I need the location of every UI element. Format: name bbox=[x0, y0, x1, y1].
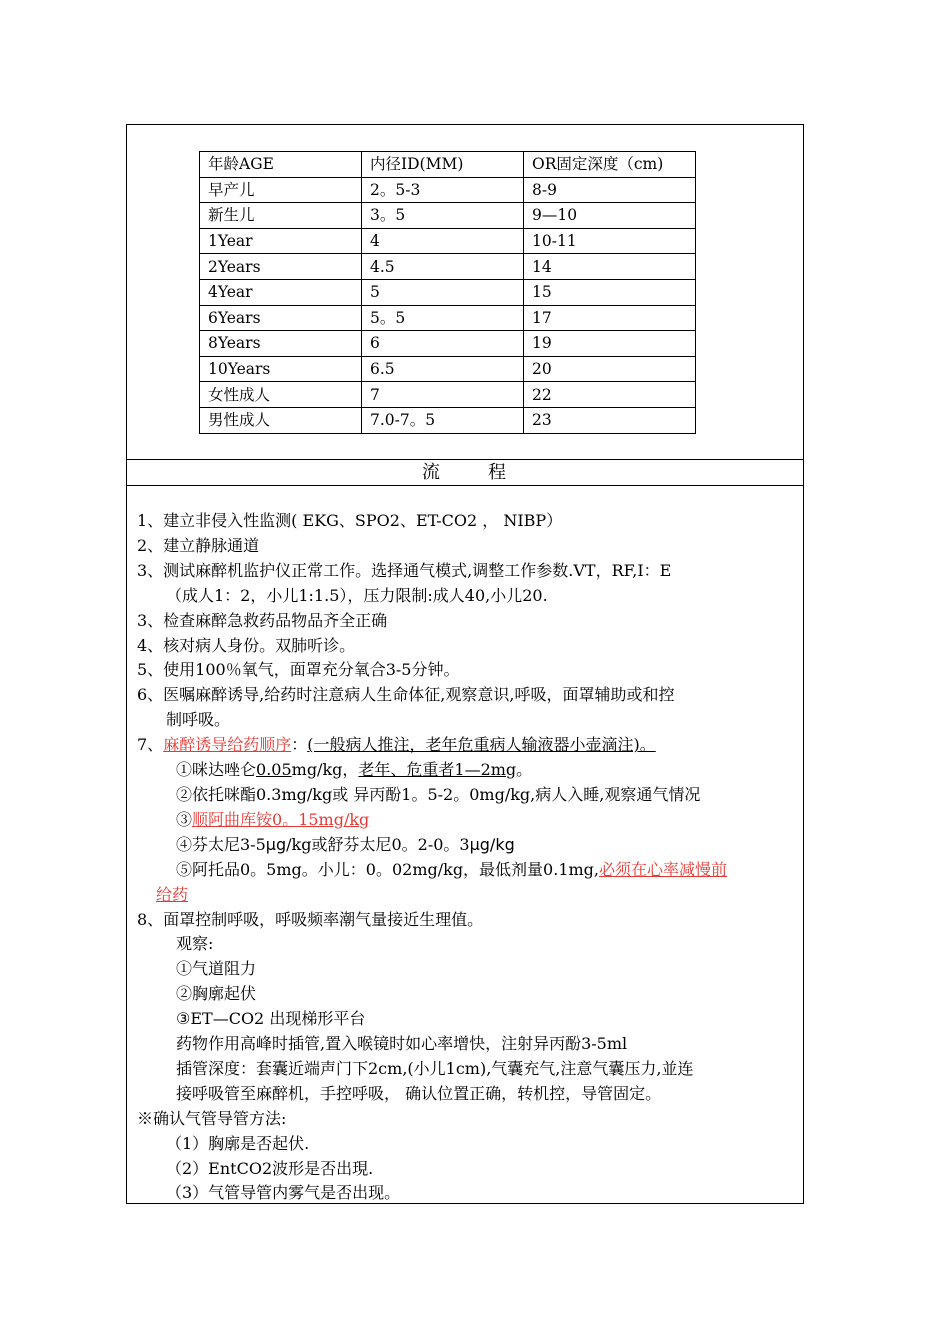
microgram-unit: μg/kg bbox=[469, 834, 515, 854]
drug-text: mg/kg， bbox=[291, 760, 359, 780]
drug-atropine bbox=[137, 858, 799, 883]
confirm-item: （1）胸廓是否起伏. bbox=[166, 1133, 310, 1153]
table-row bbox=[200, 331, 696, 357]
table-cell: 10-11 bbox=[524, 228, 696, 254]
drug-fentanyl bbox=[137, 833, 799, 858]
header-depth: OR固定深度（cm) bbox=[524, 152, 696, 178]
drug-text: ①咪达唑仑 bbox=[176, 760, 257, 780]
step-5: 5、使用100％氧气，面罩充分氧合3-5分钟。 bbox=[137, 660, 460, 680]
atropine-warning-end: 给药 bbox=[156, 884, 189, 904]
drug-number: ③ bbox=[176, 809, 193, 829]
step-3-check: 3、检查麻醉急救药品物品齐全正确 bbox=[137, 610, 388, 630]
microgram-unit: μg bbox=[265, 834, 287, 854]
table-row bbox=[200, 382, 696, 408]
observe-item: ②胸廓起伏 bbox=[176, 984, 257, 1004]
table-cell: 2Years bbox=[200, 254, 362, 280]
step-4: 4、核对病人身份。双肺听诊。 bbox=[137, 635, 356, 655]
drug-cisatracurium bbox=[137, 808, 799, 833]
drug-midazolam bbox=[137, 758, 799, 783]
header-inner-diameter: 内径ID(MM) bbox=[362, 152, 524, 178]
table-row bbox=[200, 356, 696, 382]
table-cell: 早产儿 bbox=[200, 177, 362, 203]
table-header-row bbox=[200, 152, 696, 178]
table-cell: 10Years bbox=[200, 356, 362, 382]
step-7 bbox=[137, 733, 799, 758]
table-cell: 5 bbox=[362, 279, 524, 305]
table-cell: 7.0-7。5 bbox=[362, 407, 524, 433]
table-cell: 8-9 bbox=[524, 177, 696, 203]
step-3: 3、测试麻醉机监护仪正常工作。选择通气模式,调整工作参数.VT，RF,I：E bbox=[137, 560, 672, 580]
step-6-continued: 制呼吸。 bbox=[166, 710, 231, 730]
table-cell: 19 bbox=[524, 331, 696, 357]
drug-text: 。 bbox=[516, 760, 533, 780]
observe-item: ③ET—CO2 出现梯形平台 bbox=[176, 1009, 366, 1029]
table-cell: 8Years bbox=[200, 331, 362, 357]
elderly-dose: 老年、危重者1—2mg bbox=[358, 760, 517, 780]
step-3-continued: （成人1：2，小儿1:1.5），压力限制:成人40,小儿20. bbox=[166, 585, 548, 605]
confirm-item: （3）气管导管内雾气是否出现。 bbox=[166, 1183, 401, 1203]
table-cell: 22 bbox=[524, 382, 696, 408]
cisatracurium-dose: 顺阿曲库铵0。15mg/kg bbox=[192, 809, 370, 829]
table-cell: 男性成人 bbox=[200, 407, 362, 433]
table-cell: 9—10 bbox=[524, 203, 696, 229]
tube-table-section bbox=[127, 125, 803, 460]
confirm-item: （2）EntCO2波形是否出現. bbox=[166, 1158, 374, 1178]
drug-text: /kg或舒芬太尼0。2-0。3 bbox=[286, 834, 470, 854]
step-8: 8、面罩控制呼吸，呼吸频率潮气量接近生理值。 bbox=[137, 909, 484, 929]
intubation-depth: 插管深度：套囊近端声门下2cm,(小儿1cm),气囊充气,注意气囊压力,並连 bbox=[176, 1058, 694, 1078]
table-cell: 6.5 bbox=[362, 356, 524, 382]
step-2: 2、建立静脉通道 bbox=[137, 535, 260, 555]
table-cell: 5。5 bbox=[362, 305, 524, 331]
table-cell: 15 bbox=[524, 279, 696, 305]
midazolam-dose: 0.05 bbox=[256, 760, 292, 780]
table-row bbox=[200, 177, 696, 203]
table-cell: 4Year bbox=[200, 279, 362, 305]
drug-text: ④芬太尼3-5 bbox=[176, 834, 266, 854]
step-7-colon: ： bbox=[291, 735, 308, 755]
table-cell: 6 bbox=[362, 331, 524, 357]
table-cell: 1Year bbox=[200, 228, 362, 254]
table-row bbox=[200, 305, 696, 331]
step-7-title: 麻醉诱导给药顺序 bbox=[163, 735, 292, 755]
atropine-warning: 必须在心率减慢前 bbox=[599, 859, 728, 879]
procedure-body bbox=[137, 509, 799, 1206]
procedure-heading bbox=[127, 460, 803, 486]
table-row bbox=[200, 228, 696, 254]
step-6: 6、医嘱麻醉诱导,给药时注意病人生命体征,观察意识,呼吸，面罩辅助或和控 bbox=[137, 685, 675, 705]
table-cell: 17 bbox=[524, 305, 696, 331]
table-cell: 4.5 bbox=[362, 254, 524, 280]
table-cell: 4 bbox=[362, 228, 524, 254]
document-frame bbox=[126, 124, 804, 1204]
drug-etomidate: ②依托咪酯0.3mg/kg或 异丙酚1。5-2。0mg/kg,病人入睡,观察通气情况 bbox=[176, 784, 701, 804]
table-cell: 女性成人 bbox=[200, 382, 362, 408]
table-cell: 新生儿 bbox=[200, 203, 362, 229]
table-cell: 6Years bbox=[200, 305, 362, 331]
table-cell: 20 bbox=[524, 356, 696, 382]
observe-item: ①气道阻力 bbox=[176, 959, 257, 979]
atropine-warning-continued bbox=[137, 883, 799, 908]
table-row bbox=[200, 203, 696, 229]
heading-char-right: 程 bbox=[488, 462, 508, 483]
drug-peak-note: 药物作用高峰时插管,置入喉镜时如心率增快，注射异丙酚3-5ml bbox=[176, 1034, 628, 1054]
heading-char-left: 流 bbox=[422, 462, 442, 483]
step-1: 1、建立非侵入性监测( EKG、SPO2、ET-CO2 ， NIBP） bbox=[137, 511, 563, 530]
table-cell: 2。5-3 bbox=[362, 177, 524, 203]
table-cell: 7 bbox=[362, 382, 524, 408]
intubation-depth-continued: 接呼吸管至麻醉机，手控呼吸， 确认位置正确，转机控，导管固定。 bbox=[176, 1083, 662, 1103]
drug-text: ⑤阿托品0。5mg。小儿：0。02mg/kg，最低剂量0.1mg, bbox=[176, 859, 600, 879]
observe-title: 观察: bbox=[176, 934, 214, 954]
table-cell: 14 bbox=[524, 254, 696, 280]
step-7-number: 7、 bbox=[137, 735, 164, 755]
table-row bbox=[200, 407, 696, 433]
step-7-note: (一般病人推注，老年危重病人输液器小壶滴注)。 bbox=[307, 735, 656, 755]
table-row bbox=[200, 279, 696, 305]
table-row bbox=[200, 254, 696, 280]
header-age: 年龄AGE bbox=[200, 152, 362, 178]
table-cell: 3。5 bbox=[362, 203, 524, 229]
confirm-title: ※确认气管导管方法: bbox=[137, 1108, 287, 1128]
tube-size-table bbox=[199, 151, 696, 434]
table-cell: 23 bbox=[524, 407, 696, 433]
